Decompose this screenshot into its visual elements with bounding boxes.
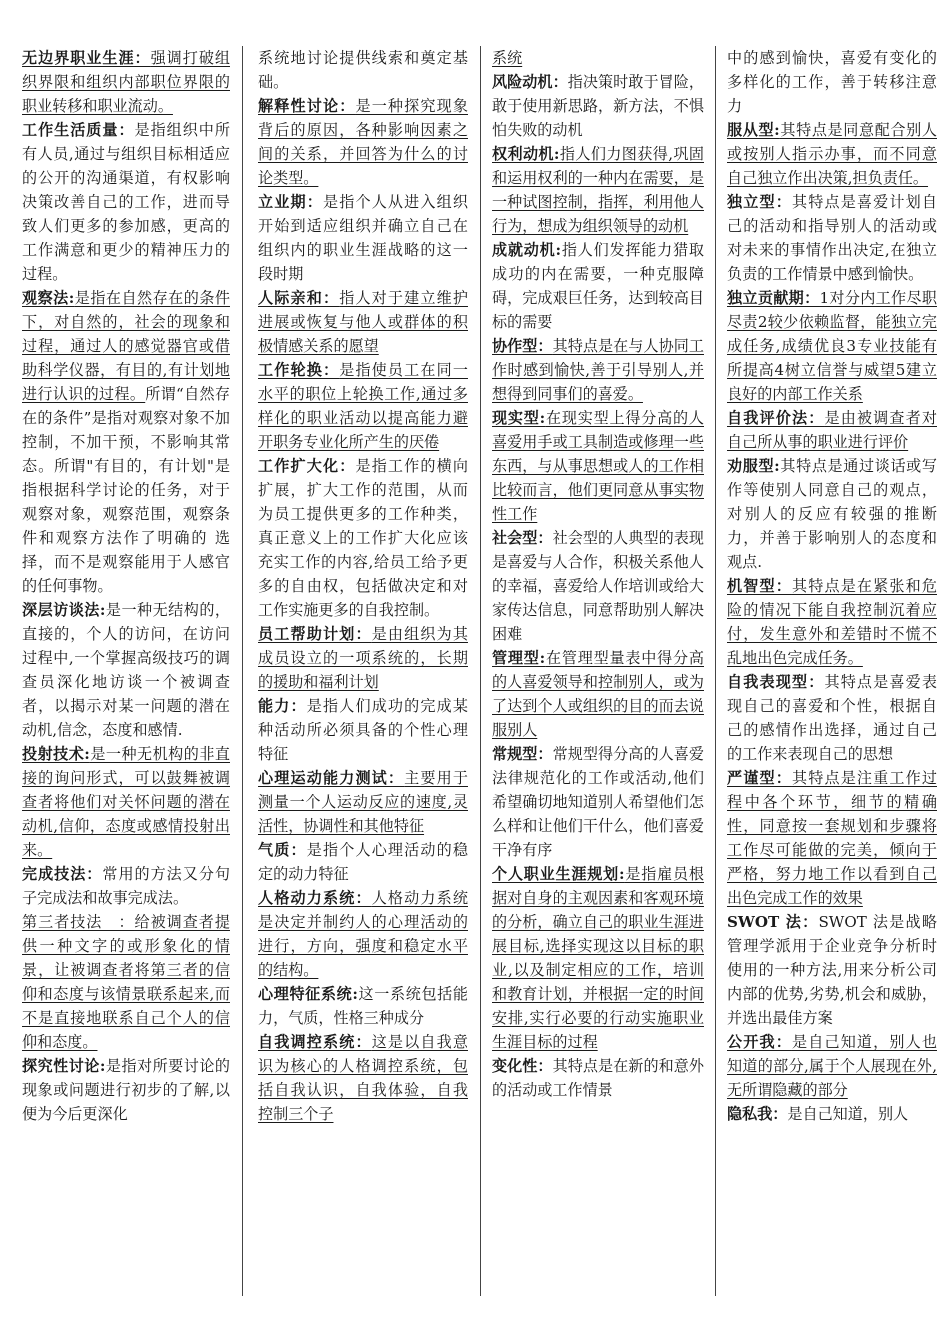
term-heading: 个人职业生涯规划:	[492, 865, 625, 883]
glossary-entry	[22, 862, 230, 910]
term-heading: 成就动机:	[492, 241, 562, 259]
glossary-entry	[492, 406, 704, 526]
column-divider	[480, 46, 481, 1296]
term-definition: 其特点是在紧张和危险的情况下能自我控制沉着应付，发生意外和差错时不慌不乱地出色完成任务。	[727, 577, 937, 667]
glossary-entry	[727, 454, 937, 574]
term-definition: 在管理型量表中得分高的人喜爱领导和控制别人，或为了达到个人或组织的目的而去说服别人	[492, 649, 704, 739]
glossary-entry	[727, 118, 937, 190]
glossary-entry	[492, 46, 704, 70]
glossary-entry	[258, 1030, 468, 1126]
term-heading: 心理特征系统:	[258, 985, 358, 1003]
glossary-entry	[492, 238, 704, 334]
term-heading: 协作型：	[492, 337, 553, 355]
glossary-entry	[727, 574, 937, 670]
term-heading: 服从型:	[727, 121, 780, 139]
term-definition: 是指个人从进入组织开始到适应组织并确立自己在组织内的职业生涯战略的这一段时期	[258, 193, 468, 283]
term-heading: 第三者技法 ：	[22, 913, 135, 931]
term-heading: 投射技术:	[22, 745, 90, 763]
term-heading: 气质：	[258, 841, 307, 859]
term-heading: 公开我：	[727, 1033, 792, 1051]
glossary-entry	[258, 286, 468, 358]
term-definition: 是由被调查者对自己所从事的职业进行评价	[727, 409, 937, 451]
term-definition: 是指对所要讨论的现象或问题进行初步的了解,以便为今后更深化	[22, 1057, 230, 1123]
glossary-entry	[258, 886, 468, 982]
glossary-entry	[22, 910, 230, 1054]
term-definition: 是指组织中所有人员,通过与组织目标相适应的公开的沟通渠道，有权影响决策改善自己的工作，进而导致人们更多的参加感，更高的工作满意和更少的精神压力的过程。	[22, 121, 230, 283]
term-definition: 其特点是喜爱表现自己的喜爱和个性，根据自己的感情作出选择，通过自己的工作来表现自己的思想	[727, 673, 937, 763]
term-definition: 常用的方法又分句子完成法和故事完成法。	[22, 865, 230, 907]
term-definition: 是指工作的横向扩展，扩大工作的范围，从而为员工提供更多的工作种类，真正意义上的工作扩大化应该充实工作的内容,给员工给予更多的自由权，包括做决定和对工作实施更多的自我控制。	[258, 457, 468, 619]
glossary-entry	[22, 742, 230, 862]
term-heading: 现实型:	[492, 409, 546, 427]
glossary-entry	[492, 334, 704, 406]
glossary-entry	[492, 70, 704, 142]
term-heading: 独立型：	[727, 193, 792, 211]
term-definition: 其特点是注重工作过程中各个环节，细节的精确性，同意按一套规划和步骤将工作尽可能做的完美，倾向于严格，努力地工作以看到自己出色完成工作的效果	[727, 769, 937, 907]
term-heading: 严谨型：	[727, 769, 792, 787]
term-heading: 工作生活质量：	[22, 121, 135, 139]
term-definition: 其特点是喜爱计划自己的活动和指导别人的活动或对未来的事情作出决定,在独立负责的工作情景中感到愉快。	[727, 193, 937, 283]
term-heading: 自我表现型：	[727, 673, 825, 691]
column-divider	[242, 46, 243, 1296]
text-column-3	[492, 46, 704, 1306]
term-definition: 这是以自我意识为核心的人格调控系统，包括自我认识，自我体验，自我控制三个子	[258, 1033, 468, 1123]
document-page	[14, 46, 944, 1336]
term-definition: 指决策时敢于冒险，敢于使用新思路，新方法，不惧怕失败的动机	[492, 73, 704, 139]
glossary-entry	[727, 406, 937, 454]
glossary-entry	[492, 646, 704, 742]
term-heading: 工作扩大化：	[258, 457, 356, 475]
term-heading: 工作轮换：	[258, 361, 340, 379]
term-definition: 系统	[492, 49, 523, 67]
term-heading: 变化性：	[492, 1057, 553, 1075]
term-heading: 机智型：	[727, 577, 792, 595]
glossary-entry	[727, 1102, 937, 1126]
term-heading: 自我评价法：	[727, 409, 825, 427]
term-heading: 权利动机:	[492, 145, 560, 163]
term-definition: 是一种无机构的非直接的询问形式，可以鼓舞被调查者将他们对关怀问题的潜在动机,信仰，态度或感情投射出来。	[22, 745, 230, 859]
term-definition: 给被调查者提供一种文字的或形象化的情景，让被调查者将第三者的信仰和态度与该情景联系起来,而不是直接地联系自己个人的信仰和态度。	[22, 913, 230, 1051]
term-heading: 隐私我：	[727, 1105, 788, 1123]
glossary-entry	[258, 694, 468, 766]
term-definition: 其特点是通过谈话或写作等使别人同意自己的观点，对别人的反应有较强的推断力，并善于影响别人的态度和观点.	[727, 457, 937, 571]
glossary-entry	[22, 598, 230, 742]
glossary-entry	[492, 1054, 704, 1102]
glossary-entry	[258, 454, 468, 622]
term-heading: 能力：	[258, 697, 307, 715]
column-divider	[715, 46, 716, 1296]
term-heading: 观察法:	[22, 289, 75, 307]
term-heading: 管理型:	[492, 649, 546, 667]
term-heading: 无边界职业生涯：	[22, 49, 151, 67]
text-column-2	[258, 46, 468, 1306]
term-definition: 是自己知道，别人也知道的部分,属于个人展现在外,无所谓隐藏的部分	[727, 1033, 937, 1099]
term-heading: 人格动力系统：	[258, 889, 372, 907]
term-heading: 解释性讨论：	[258, 97, 356, 115]
glossary-entry	[258, 622, 468, 694]
term-definition: 是指雇员根据对自身的主观因素和客观环境的分析，确立自己的职业生涯进展目标,选择实现这以目标的职业,以及制定相应的工作，培训和教育计划，并根据一定的时间安排,实行必要的行动实施职业生涯目标的过程	[492, 865, 704, 1051]
term-definition: 其特点是在新的和意外的活动或工作情景	[492, 1057, 704, 1099]
text-column-1	[22, 46, 230, 1306]
term-definition-continued: 所谓“自然存在的条件”是指对观察对象不加控制，不加干预，不影响其常态。所谓"有目的，有计划"是指根据科学讨论的任务，对于观察对象，观察范围，观察条件和观察方法作了明确的 选择，而不是观察能用于人感官的任何事物。	[22, 385, 230, 595]
glossary-entry	[727, 190, 937, 286]
term-definition: 指人对于建立维护进展或恢复与他人或群体的积极情感关系的愿望	[258, 289, 468, 355]
term-definition: 是指使员工在同一水平的职位上轮换工作,通过多样化的职业活动以提高能力避开职务专业化所产生的厌倦	[258, 361, 468, 451]
glossary-entry	[22, 1054, 230, 1126]
term-heading: 常规型：	[492, 745, 553, 763]
glossary-entry	[727, 46, 937, 118]
term-heading: 完成技法：	[22, 865, 103, 883]
term-heading: 社会型：	[492, 529, 553, 547]
glossary-entry	[492, 142, 704, 238]
term-definition: SWOT 法是战略管理学派用于企业竞争分析时使用的一种方法,用来分析公司内部的优势,劣势,机会和威胁，并选出最佳方案	[727, 913, 937, 1027]
glossary-entry	[22, 46, 230, 118]
glossary-entry	[727, 1030, 937, 1102]
term-heading: 探究性讨论:	[22, 1057, 106, 1075]
term-heading: 自我调控系统：	[258, 1033, 372, 1051]
glossary-entry	[258, 982, 468, 1030]
term-heading: 人际亲和：	[258, 289, 340, 307]
term-definition: 主要用于测量一个人运动反应的速度,灵活性，协调性和其他特征	[258, 769, 468, 835]
glossary-entry	[727, 910, 937, 1030]
glossary-entry	[727, 286, 937, 406]
term-definition: 是指个人心理活动的稳定的动力特征	[258, 841, 468, 883]
term-heading: 心理运动能力测试：	[258, 769, 405, 787]
term-heading: 员工帮助计划：	[258, 625, 372, 643]
term-definition: 其特点是在与人协同工作时感到愉快,善于引导别人,并想得到同事们的喜爱。	[492, 337, 704, 403]
term-heading: 独立贡献期：	[727, 289, 820, 307]
glossary-entry	[258, 766, 468, 838]
term-definition: 是自己知道，别人	[787, 1105, 909, 1123]
glossary-entry	[22, 286, 230, 598]
term-definition: 是一种无结构的，直接的，个人的访问，在访问过程中,一个掌握高级技巧的调查员深化地访谈一个被调查者，以揭示对某一问题的潜在动机,信念，态度和感情.	[22, 601, 230, 739]
term-definition: 是由组织为其成员设立的一项系统的，长期的援助和福利计划	[258, 625, 468, 691]
term-heading: SWOT 法：	[727, 913, 819, 931]
term-heading: 立业期：	[258, 193, 323, 211]
term-heading: 劝服型:	[727, 457, 780, 475]
glossary-entry	[492, 862, 704, 1054]
term-definition: 是一种探究现象背后的原因，各种影响因素之间的关系，并回答为什么的讨论类型。	[258, 97, 468, 187]
term-definition: 在现实型上得分高的人喜爱用手或工具制造或修理一些东西，与从事思想或人的工作相比较而言，他们更同意从事实物性工作	[492, 409, 704, 523]
term-definition: 这一系统包括能力，气质，性格三种成分	[258, 985, 468, 1027]
term-heading: 深层访谈法:	[22, 601, 106, 619]
term-definition: 常规型得分高的人喜爱法律规范化的工作或活动,他们希望确切地知道别人希望他们怎么样和让他们干什么，他们喜爱干净有序	[492, 745, 704, 859]
term-heading: 风险动机：	[492, 73, 568, 91]
text-column-4	[727, 46, 937, 1306]
glossary-entry	[258, 838, 468, 886]
glossary-entry	[727, 670, 937, 766]
glossary-entry	[492, 526, 704, 646]
term-definition: 指人们力图获得,巩固和运用权利的一种内在需要，是一种试图控制，指挥，利用他人行为，想成为组织领导的动机	[492, 145, 704, 235]
glossary-entry	[22, 118, 230, 286]
term-definition: 人格动力系统是决定并制约人的心理活动的进行，方向，强度和稳定水平的结构。	[258, 889, 468, 979]
glossary-entry	[258, 46, 468, 94]
glossary-entry	[492, 742, 704, 862]
glossary-entry	[258, 358, 468, 454]
term-definition: 是指在自然存在的条件下，对自然的，社会的现象和过程，通过人的感觉器官或借助科学仪器，有目的,有计划地进行认识的过程。	[22, 289, 230, 403]
glossary-entry	[727, 766, 937, 910]
term-definition: 1对分内工作尽职尽责2较少依赖监督，能独立完成任务,成绩优良3专业技能有所提高4树立信誉与威望5建立良好的内部工作关系	[727, 289, 937, 403]
term-definition: 是指人们成功的完成某种活动所必须具备的个性心理特征	[258, 697, 468, 763]
term-definition: 社会型的人典型的表现是喜爱与人合作，积极关系他人的幸福，喜爱给人作培训或给大家传达信息，同意帮助别人解决困难	[492, 529, 704, 643]
term-definition: 中的感到愉快，喜爱有变化的多样化的工作，善于转移注意力	[727, 49, 937, 115]
term-definition: 强调打破组织界限和组织内部职位界限的职业转移和职业流动。	[22, 49, 230, 115]
term-definition: 系统地讨论提供线索和奠定基础。	[258, 49, 468, 91]
glossary-entry	[258, 94, 468, 190]
term-definition: 其特点是同意配合别人或按别人指示办事，而不同意自己独立作出决策,担负责任。	[727, 121, 937, 187]
term-definition: 指人们发挥能力猎取成功的内在需要，一种克服障碍，完成艰巨任务，达到较高目标的需要	[492, 241, 704, 331]
glossary-entry	[258, 190, 468, 286]
